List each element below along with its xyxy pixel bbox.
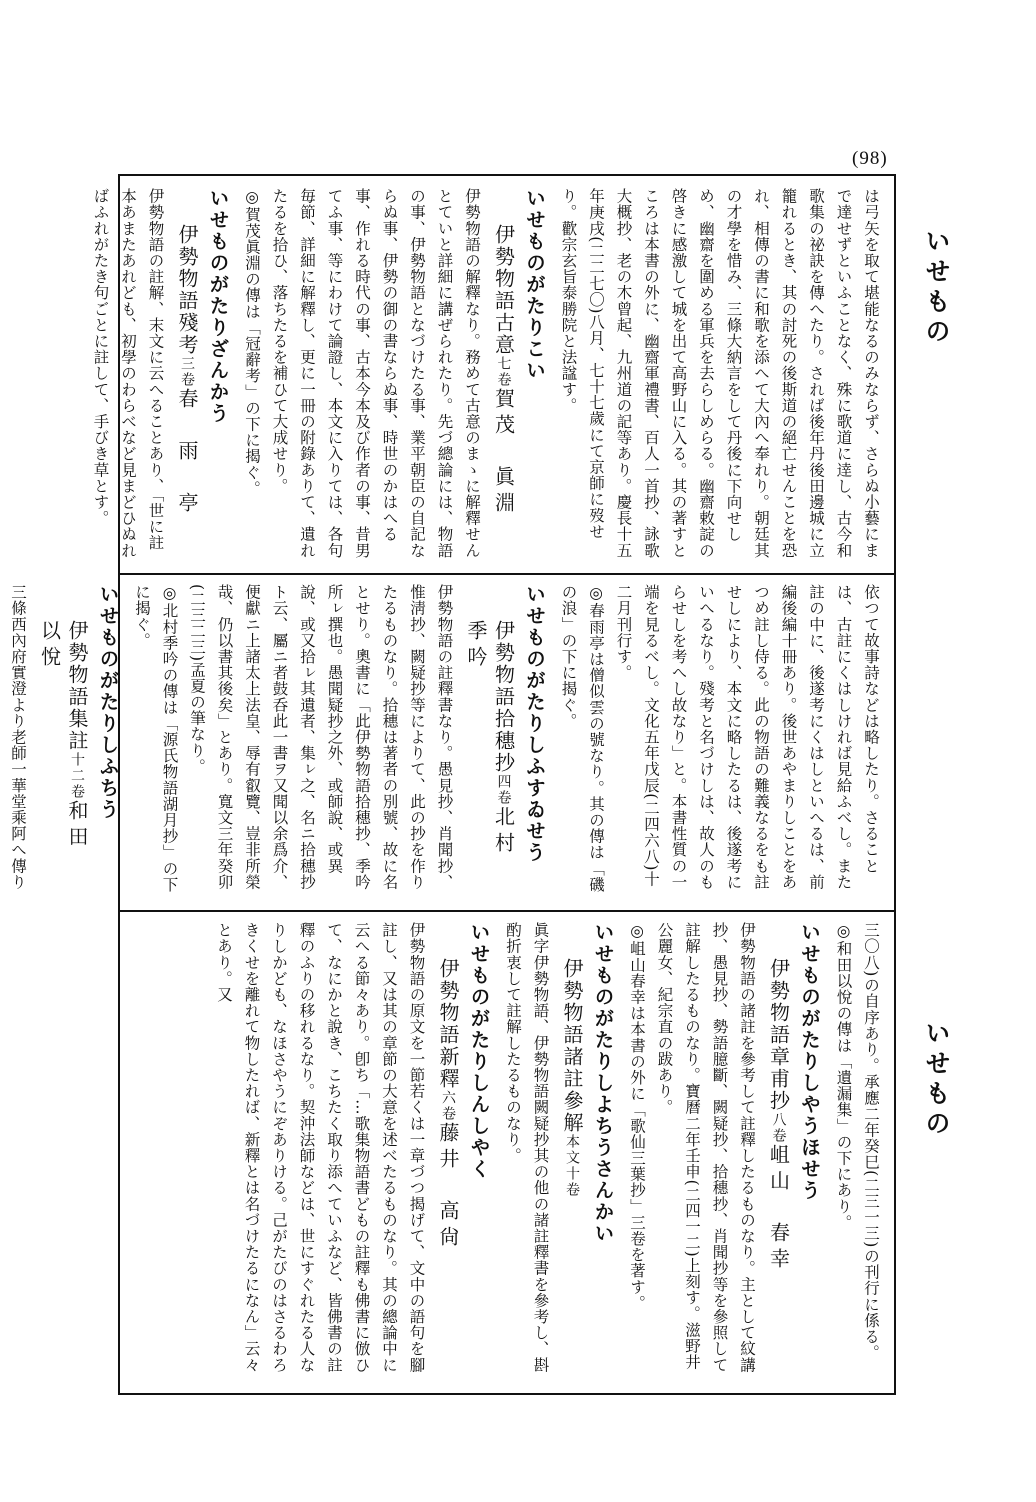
entry-heading-kana: いせものがたりざんかう — [206, 188, 230, 425]
body-paragraph: 伊勢物語の原文を一節若くは一章づつ揭げて、文中の語句を腳註し、又は其の章節の大意を述べたるものなり。其の總論中に云へる節々あり。卽ち「…歌集物語書どもの註釋も佛書に倣ひて、なにかと說き、こちたく取り添へていふなど、皆佛書の註釋のふりの移れるなり。契沖法師などは、世にすぐれたる人なりしかども、なほさやうにぞありける。己がたびのはさるわろきくせを離れて物したれば、新釋とは名づけたるになん」云々とあり。又 — [215, 922, 426, 1373]
entry-volumes: 七卷 — [495, 356, 512, 388]
body-paragraph: ◎春雨亭は僧似雲の號なり。其の傳は「磯の浪」の下に揭ぐ。 — [559, 584, 605, 893]
entry-title-line — [558, 922, 586, 1382]
entry-title: 伊勢物語新釋 — [436, 958, 460, 1090]
entry-title: 伊勢物語古意 — [491, 224, 516, 356]
entry-heading-kana: いせものがたりしやうほせう — [798, 922, 821, 1202]
entry-volumes: 十二卷 — [69, 752, 85, 800]
running-head-top: いせもの — [922, 228, 951, 348]
body-paragraph: ◎北村季吟の傳は「源氏物語湖月抄」の下に揭ぐ。 — [133, 584, 179, 893]
entry-volumes: 本文十卷 — [564, 1134, 580, 1198]
entry-author: 春 雨 亭 — [175, 388, 199, 518]
entry-title: 伊勢物語集註 — [65, 620, 89, 752]
body-paragraph: ◎岨山春幸は本書の外に「歌仙三葉抄」三卷を著す。 — [628, 922, 646, 1311]
entry-title-line — [434, 922, 462, 1382]
page-number: (98) — [852, 148, 888, 169]
body-paragraph: 伊勢物語の解釋なり。務めて古意のまゝに解釋せんとていと詳細に講ぜられたり。先づ總論には、物語の事、伊勢物語となづけたる事、業平朝臣の自記ならぬ事、伊勢の御の書ならぬ事、時世のかはへる事、作れる時代の事、古本今本及び作者の事、昔男てふ事、等にわけて論證し、本文に入りては、各句毎節、詳細に解釋し、更に一冊の附錄ありて、遺れたるを拾ひ、落ちたるを補ひて大成せり。 — [270, 188, 481, 559]
body-paragraph: 三〇八)の自序あり。承應二年癸巳(二三一三)の刊行に係る。 — [862, 922, 880, 1361]
text-panel-bottom — [132, 922, 884, 1382]
entry-author: 和田 以悅 — [37, 620, 89, 878]
entry-author: 岨山 春幸 — [766, 1144, 791, 1274]
entry-title: 伊勢物語章甫抄 — [766, 958, 791, 1112]
entry-volumes: 四卷 — [495, 774, 512, 806]
entry-author: 北村 季吟 — [464, 620, 516, 884]
text-panel-top — [91, 188, 884, 562]
running-head-bottom: いせもの — [922, 1020, 951, 1140]
entry-heading-kana: いせものがたりしよちうさんかい — [591, 922, 615, 1245]
body-paragraph: ◎賀茂眞淵の傳は「冠辭考」の下に揭ぐ。 — [243, 188, 261, 497]
section-divider — [118, 573, 896, 575]
entry-author: 賀茂 眞淵 — [491, 388, 516, 518]
entry-heading-kana: いせものがたりこい — [523, 188, 546, 382]
entry-title-line — [35, 584, 90, 900]
entry-volumes: 八卷 — [770, 1112, 787, 1144]
body-paragraph: 依つて故事詩などは略したり。さることは、古註にくはしければ見給ふべし。また註の中に、後遂考にくはしといへるは、前編後編十冊あり。後世あやまりしことをあつめ註し侍る。此の物語の難義なるをも註せしにより、本文に略したるは、後遂考にいへるなり。殘考と名づけしは、故人のもらせしを考へし故なり」と。本書性質の一端を見るべし。文化五年戊辰(二四六八)十二月刊行す。 — [614, 584, 880, 890]
body-paragraph: 眞字伊勢物語、伊勢物語闕疑抄其の他の諸註釋書を參考し、斟酌折衷して註解したるものなり。 — [504, 922, 550, 1373]
body-paragraph: 伊勢物語の註釋書なり。愚見抄、肖聞抄、惟淸抄、闕疑抄等によりて、此の抄を作りたるものなり。拾穗は著者の別號、故に名とせり。奧書に「此伊勢物語拾穗抄、季吟所ㇾ撰也。愚聞疑抄之外、或師說、或異說、或又拾ㇾ其遺者、集ㇾ之、名ニ拾穗抄ト云、屬ニ者鼓呑此一書ヲ又聞以余爲介、便獻ニ上諸太上法皇、辱有叡覽、豈非所榮哉、仍以書其後矣」とあり。寬文三年癸卯(二三二三)孟夏の筆なり。 — [188, 584, 454, 890]
entry-volumes: 三卷 — [179, 356, 195, 388]
entry-title: 伊勢物語殘考 — [175, 224, 199, 356]
body-paragraph: 伊勢物語の諸註を參考して註釋したるものなり。主として紋講抄、愚見抄、勢語臆斷、闕疑抄、拾穗抄、肖聞抄等を參照して註解したるものなり。寶曆二年壬申(二四一二)上刻す。滋野井公麗女、紀宗直の跋あり。 — [655, 922, 756, 1373]
entry-title-line — [173, 188, 201, 562]
body-paragraph: ◎和田以悅の傳は「遺漏集」の下にあり。 — [834, 922, 853, 1231]
text-panel-middle — [9, 584, 884, 900]
body-paragraph: 伊勢物語の註解、末文に云へることあり、「世に註本あまたあれども、初學のわらべなど見まどひぬればふれがたき句ごとに註して、手びき草とす。 — [91, 188, 165, 559]
entry-title-line — [462, 584, 517, 900]
entry-heading-kana: いせものがたりしふちう — [96, 584, 120, 821]
entry-title-line — [489, 188, 517, 562]
body-paragraph: は弓矢を取て堪能なるのみならず、さらぬ小藝にまで達せずといふことなく、殊に歌道に逹し、古今和歌集の祕訣を傳へたり。されば後年丹後田邊城に立籠れるとき、其の討死の後斯道の絕亡せんことを恐れ、相傳の書に和歌を添へて大內へ奉れり。朝廷其の才學を惜み、三條大納言をして丹後に下向せしめ、幽齋を圍める軍兵を去らしめらる。幽齋敕諚の啓きに感激して城を出て高野山に入る。其の著すところは本書の外に、幽齋軍禮書、百人一首抄、詠歌大概抄、老の木曾起、九州道の記等あり。慶長十五年庚戌(二二七〇)八月、七十七歲にて京師に歿せり。歡宗玄旨泰勝院と法諡す。 — [559, 188, 880, 559]
entry-title-line — [764, 922, 792, 1382]
entry-author: 藤井 高尙 — [436, 1122, 460, 1252]
section-divider — [118, 910, 896, 912]
entry-title: 伊勢物語拾穗抄 — [491, 620, 516, 774]
body-paragraph: 三條西內府實澄より老師一華堂乘阿へ傳り — [9, 584, 27, 890]
entry-volumes: 六卷 — [440, 1090, 456, 1122]
entry-heading-kana: いせものがたりしふすゐせう — [523, 584, 546, 864]
entry-heading-kana: いせものがたりしんしやく — [467, 922, 491, 1180]
entry-title: 伊勢物語諸註參解 — [560, 958, 584, 1134]
